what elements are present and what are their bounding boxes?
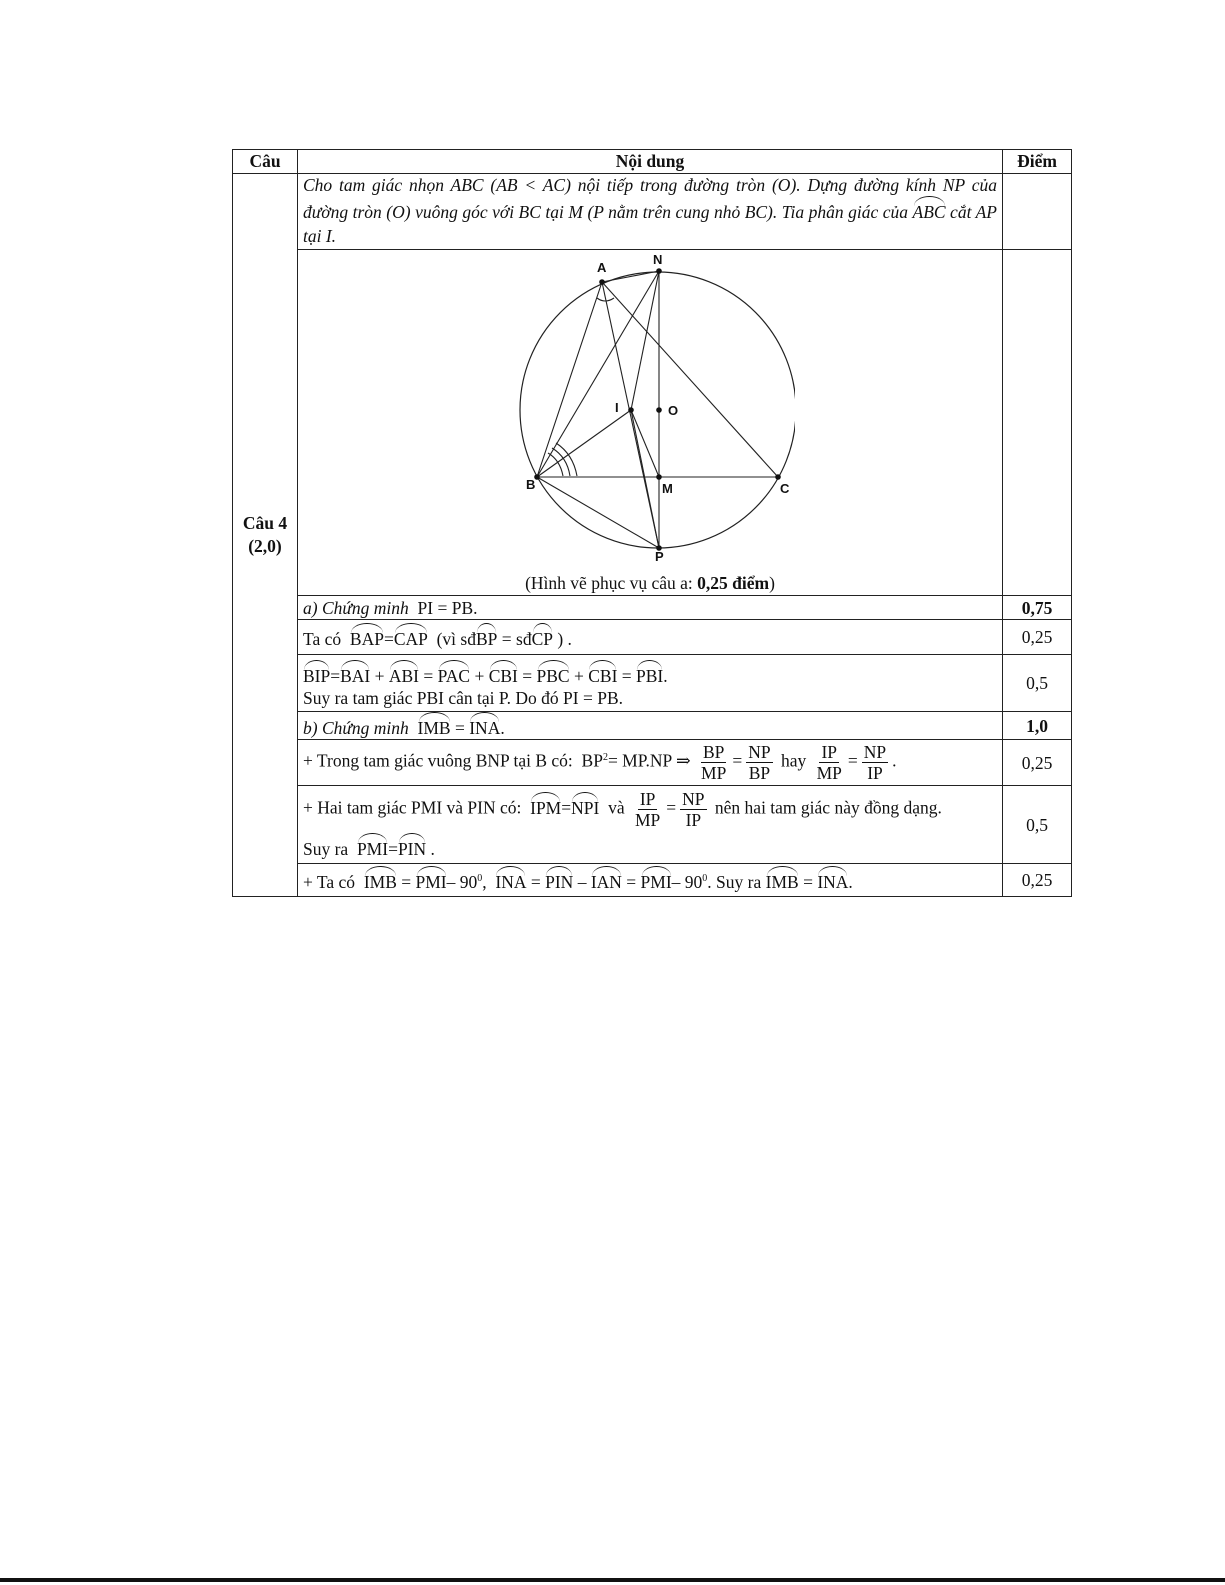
segment-ip <box>631 410 659 548</box>
figure-cell <box>298 249 1003 596</box>
question-cell <box>233 173 298 897</box>
segment-bi <box>537 410 631 477</box>
part-a-title: a) Chứng minh PI = PB. <box>298 596 1003 620</box>
problem-statement <box>298 173 1003 249</box>
segment-bn <box>537 271 659 477</box>
part-b-step3-row <box>233 864 1072 897</box>
arc-abc: ABC <box>913 197 946 225</box>
segment-im <box>631 410 659 477</box>
part-b-step2-score: 0,5 <box>1003 786 1072 864</box>
part-b-step2-line1: + Hai tam giác PMI và PIN có: IPM=NPI và $\frac{IP}{MP}$ = $\frac{NP}{IP}$ nên hai tam giác này đồng dạng. <box>303 788 942 830</box>
part-b-step1: + Trong tam giác vuông BNP tại B có: $BP^2= MP.NP$ ⇒ $\frac{BP}{MP}$ = $\frac{NP}{BP}$ hay $\frac{IP}{MP}$ = $\frac{NP}{IP}$ . <box>298 740 1003 786</box>
part-b-step1-score: 0,25 <box>1003 740 1072 786</box>
segment-ab <box>537 282 602 477</box>
part-a-score: 0,75 <box>1003 596 1072 620</box>
angle-mark-b-3 <box>556 443 577 476</box>
figure-row <box>233 249 1072 596</box>
part-b-step1-row <box>233 740 1072 786</box>
header-score: Điểm <box>1003 150 1072 174</box>
problem-row <box>233 173 1072 249</box>
label-c: C <box>780 480 790 496</box>
part-a-step2-line1: BIP=BAI + ABI = PAC + CBI = PBC + CBI = PBI. <box>303 657 997 688</box>
part-b-step3-score: 0,25 <box>1003 864 1072 897</box>
part-a-step1: Ta có BAP=CAP (vì sđBP = sđCP ) . <box>298 620 1003 655</box>
answer-table <box>232 149 1072 897</box>
part-a-step2-score: 0,5 <box>1003 655 1072 712</box>
part-b-score: 1,0 <box>1003 712 1072 740</box>
label-m: M <box>662 480 673 496</box>
label-n: N <box>653 253 663 267</box>
part-a-step2-row <box>233 655 1072 712</box>
header-row <box>233 150 1072 174</box>
part-b-header-row <box>233 712 1072 740</box>
angle-mark-b-1 <box>548 453 563 476</box>
part-a-step1-score: 0,25 <box>1003 620 1072 655</box>
part-a-header-row <box>233 596 1072 620</box>
label-o: O <box>668 402 679 418</box>
figure-score-cell <box>1003 249 1072 596</box>
part-b-step3: + Ta có IMB = PMI– $90^0$, INA = PIN – IAN = PMI– $90^0$. Suy ra IMB = INA. <box>298 864 1003 897</box>
problem-score-cell <box>1003 173 1072 249</box>
label-p: P <box>655 548 664 564</box>
label-b: B <box>526 476 536 492</box>
geometry-figure <box>505 254 795 572</box>
question-label: Câu 4 <box>242 513 288 534</box>
question-points: (2,0) <box>248 536 282 557</box>
segment-an <box>602 271 659 282</box>
part-b-title: b) Chứng minh IMB = INA. <box>298 712 1003 740</box>
part-b-step2-row <box>233 786 1072 864</box>
label-i: I <box>615 399 619 415</box>
part-a-step1-row <box>233 620 1072 655</box>
segment-bp <box>537 477 659 548</box>
part-a-step2-line2: Suy ra tam giác PBI cân tại P. Do đó PI = PB. <box>303 688 623 709</box>
label-a: A <box>597 259 607 275</box>
problem-text-2: cắt AP tại I. <box>303 202 997 246</box>
part-a-step2 <box>298 655 1003 712</box>
header-content: Nội dung <box>298 150 1003 174</box>
segment-ac <box>602 282 778 477</box>
problem-text-1: Cho tam giác nhọn ABC (AB < AC) nội tiếp trong đường tròn (O). Dựng đường kính NP của đường tròn (O) vuông góc với BC tại M (P nằm trên cung nhỏ BC). Tia phân giác của <box>303 174 997 223</box>
header-question: Câu <box>233 150 298 174</box>
part-b-step2 <box>298 786 1003 864</box>
page-bottom-rule <box>0 1578 1225 1582</box>
part-b-step2-line2: Suy ra PMI=PIN . <box>303 830 997 861</box>
figure-caption: (Hình vẽ phục vụ câu a: 0,25 điểm) <box>525 572 775 593</box>
angle-mark-b-2 <box>552 448 570 476</box>
